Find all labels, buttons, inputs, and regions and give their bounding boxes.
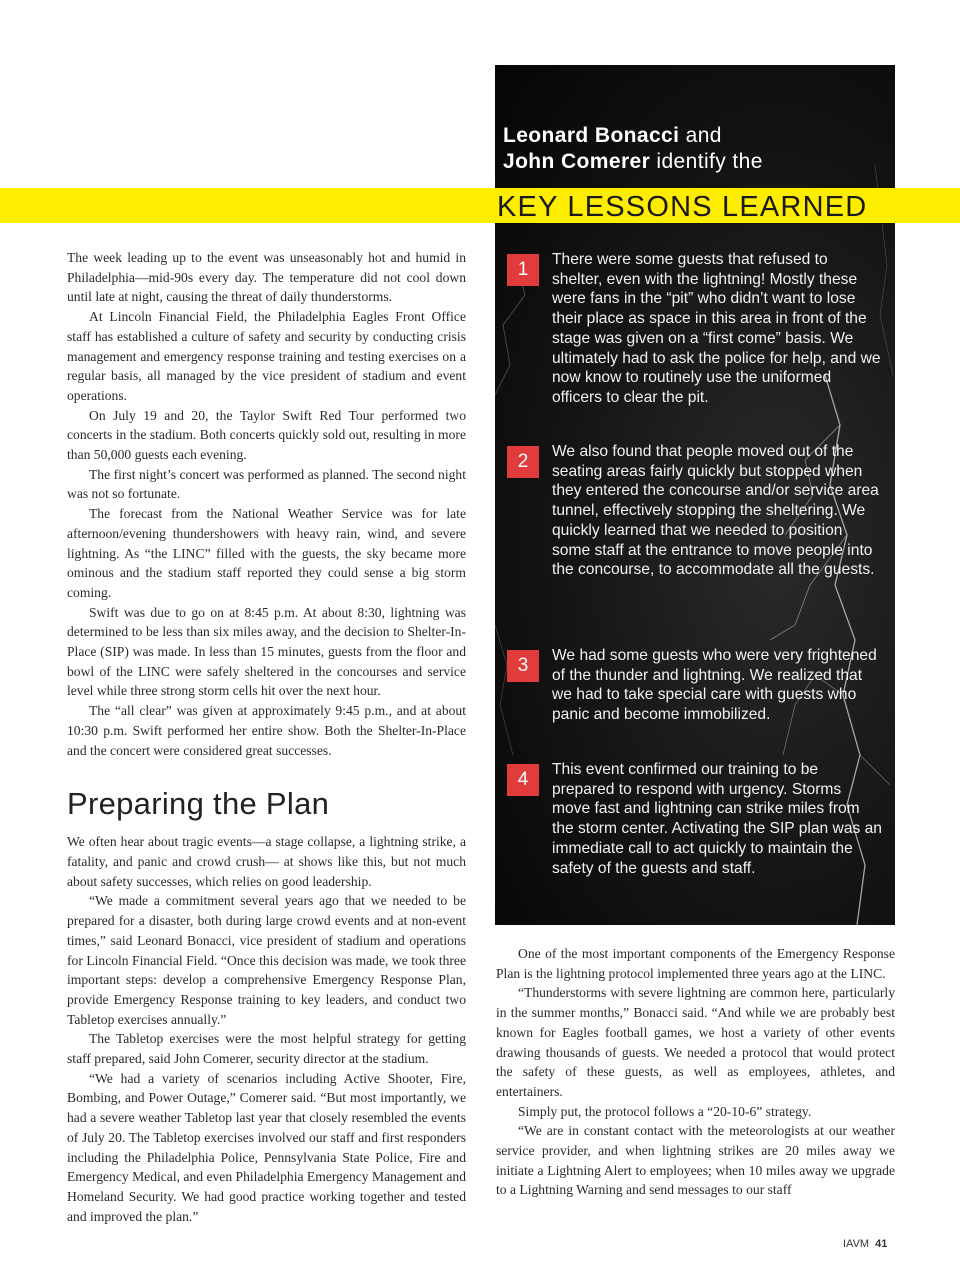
lesson-number-badge: 1 [507, 254, 539, 286]
lesson-text: This event confirmed our training to be prepared to respond with urgency. Storms move fast and lightning can strike miles from the storm center. Activating the SIP plan was an immediate call to act quickly to maintain the safety of the guests and staff. [552, 761, 882, 877]
lesson-text: We had some guests who were very frightened of the thunder and lightning. We realized that we had to take special care with guests who panic and become immobilized. [552, 647, 877, 724]
section-heading: Preparing the Plan [67, 786, 330, 822]
paragraph: “Thunderstorms with severe lightning are common here, particularly in the summer months,” Bonacci said. “And while we are probably best known for Eagles football games, we host a variety of other events drawing thousands of guests. We needed a protocol that would protect the safety of these guests, as well as employees, athletes, and entertainers. [496, 985, 895, 1099]
page-footer [843, 1238, 887, 1250]
paragraph: Swift was due to go on at 8:45 p.m. At about 8:30, lightning was determined to be less than six miles away, and the decision to Shelter-In-Place (SIP) was made. In less than 15 minutes, guests from the floor and bowl of the LINC were safely sheltered in the concourses and service level while three strong storm cells hit over the next hour. [67, 604, 466, 699]
paragraph: The Tabletop exercises were the most helpful strategy for getting staff prepared, said John Comerer, security director at the stadium. [67, 1031, 466, 1067]
right-column [496, 944, 895, 1200]
paragraph: “We are in constant contact with the meteorologists at our weather service provider, and when lightning strikes are 20 miles away we initiate a Lightning Alert to employees; when 10 miles away we upgrade to a Lightning Warning and send messages to our staff [496, 1123, 895, 1198]
lesson-number-badge: 2 [507, 446, 539, 478]
section-body [67, 832, 466, 1226]
author-name: John Comerer [503, 150, 651, 173]
paragraph: On July 19 and 20, the Taylor Swift Red Tour performed two concerts in the stadium. Both concerts quickly sold out, resulting in more than 50,000 guests each evening. [67, 407, 466, 463]
lesson-text: There were some guests that refused to shelter, even with the lightning! Mostly these were fans in the “pit” who didn’t want to lose their place as space in this area in front of the stage was given on a “first come” basis. We ultimately had to ask the police for help, and we now know to routinely use the uniformed officers to clear the pit. [552, 251, 881, 406]
intro-line-2 [503, 149, 763, 175]
paragraph: The “all clear” was given at approximately 9:45 p.m., and at about 10:30 p.m. Swift performed her entire show. Both the Shelter-In-Place and the concert were considered great successes. [67, 703, 466, 758]
lesson-number-badge: 3 [507, 650, 539, 682]
page-number: 41 [875, 1238, 888, 1250]
paragraph: The first night’s concert was performed as planned. The second night was not so fortunate. [67, 466, 466, 502]
magazine-name: IAVM [843, 1238, 870, 1250]
author-name: Leonard Bonacci [503, 124, 680, 147]
intro-text: and [679, 124, 722, 147]
paragraph: The forecast from the National Weather Service was for late afternoon/evening thundershowers with heavy rain, wind, and severe lightning. As “the LINC” filled with the guests, the sky became more ominous and the stadium staff reported they could sense a big storm coming. [67, 506, 466, 600]
intro-line-1 [503, 123, 763, 149]
paragraph: “We made a commitment several years ago that we needed to be prepared for a disaster, both during large crowd events and at non-event times,” said Leonard Bonacci, vice president of stadium and operations for Lincoln Financial Field. “Once this decision was made, we took three important steps: develop a comprehensive Emergency Response Plan, provide Emergency Response training to key leaders, and conduct two Tabletop exercises annually.” [67, 893, 466, 1027]
article-body-left [67, 248, 466, 760]
paragraph: At Lincoln Financial Field, the Philadelphia Eagles Front Office staff has established a culture of safety and security by conducting crisis management and emergency response training and testing exercises on a regular basis, all managed by the vice president of stadium and event operations. [67, 309, 466, 403]
left-column [67, 248, 466, 1226]
paragraph: “We had a variety of scenarios including Active Shooter, Fire, Bombing, and Power Outage,” Comerer said. “But most importantly, we had a severe weather Tabletop last year that closely resembled the events of July 20. The Tabletop exercises involved our staff and first responders including the Philadelphia Police, Pennsylvania State Police, Fire and Emergency Medical, and even Philadelphia Emergency Management and Homeland Security. We had good practice working together and tested and improved the plan.” [67, 1070, 466, 1224]
paragraph: Simply put, the protocol follows a “20-10-6” strategy. [518, 1103, 812, 1119]
sidebar-intro [503, 123, 763, 175]
lesson-number-badge: 4 [507, 764, 539, 796]
lesson-text: We also found that people moved out of the seating areas fairly quickly but stopped when they entered the concourse and/or service area tunnel, effectively stopping the sheltering. We quickly learned that we needed to position some staff at the entrance to move people into the concourse, to accommodate all the guests. [552, 443, 879, 579]
paragraph: We often hear about tragic events—a stage collapse, a lightning strike, a fatality, and panic and crowd crush— at shows like this, but not much about safety successes, which relies on good leadership. [67, 834, 466, 889]
paragraph: One of the most important components of the Emergency Response Plan is the lightning protocol implemented three years ago at the LINC. [496, 946, 895, 981]
article-body-right [496, 944, 895, 1200]
sidebar-title: KEY LESSONS LEARNED [497, 191, 868, 223]
paragraph: The week leading up to the event was unseasonably hot and humid in Philadelphia—mid-90s every day. The temperature did not cool down until late at night, causing the threat of daily thunderstorms. [67, 250, 466, 305]
intro-text: identify the [650, 150, 763, 173]
